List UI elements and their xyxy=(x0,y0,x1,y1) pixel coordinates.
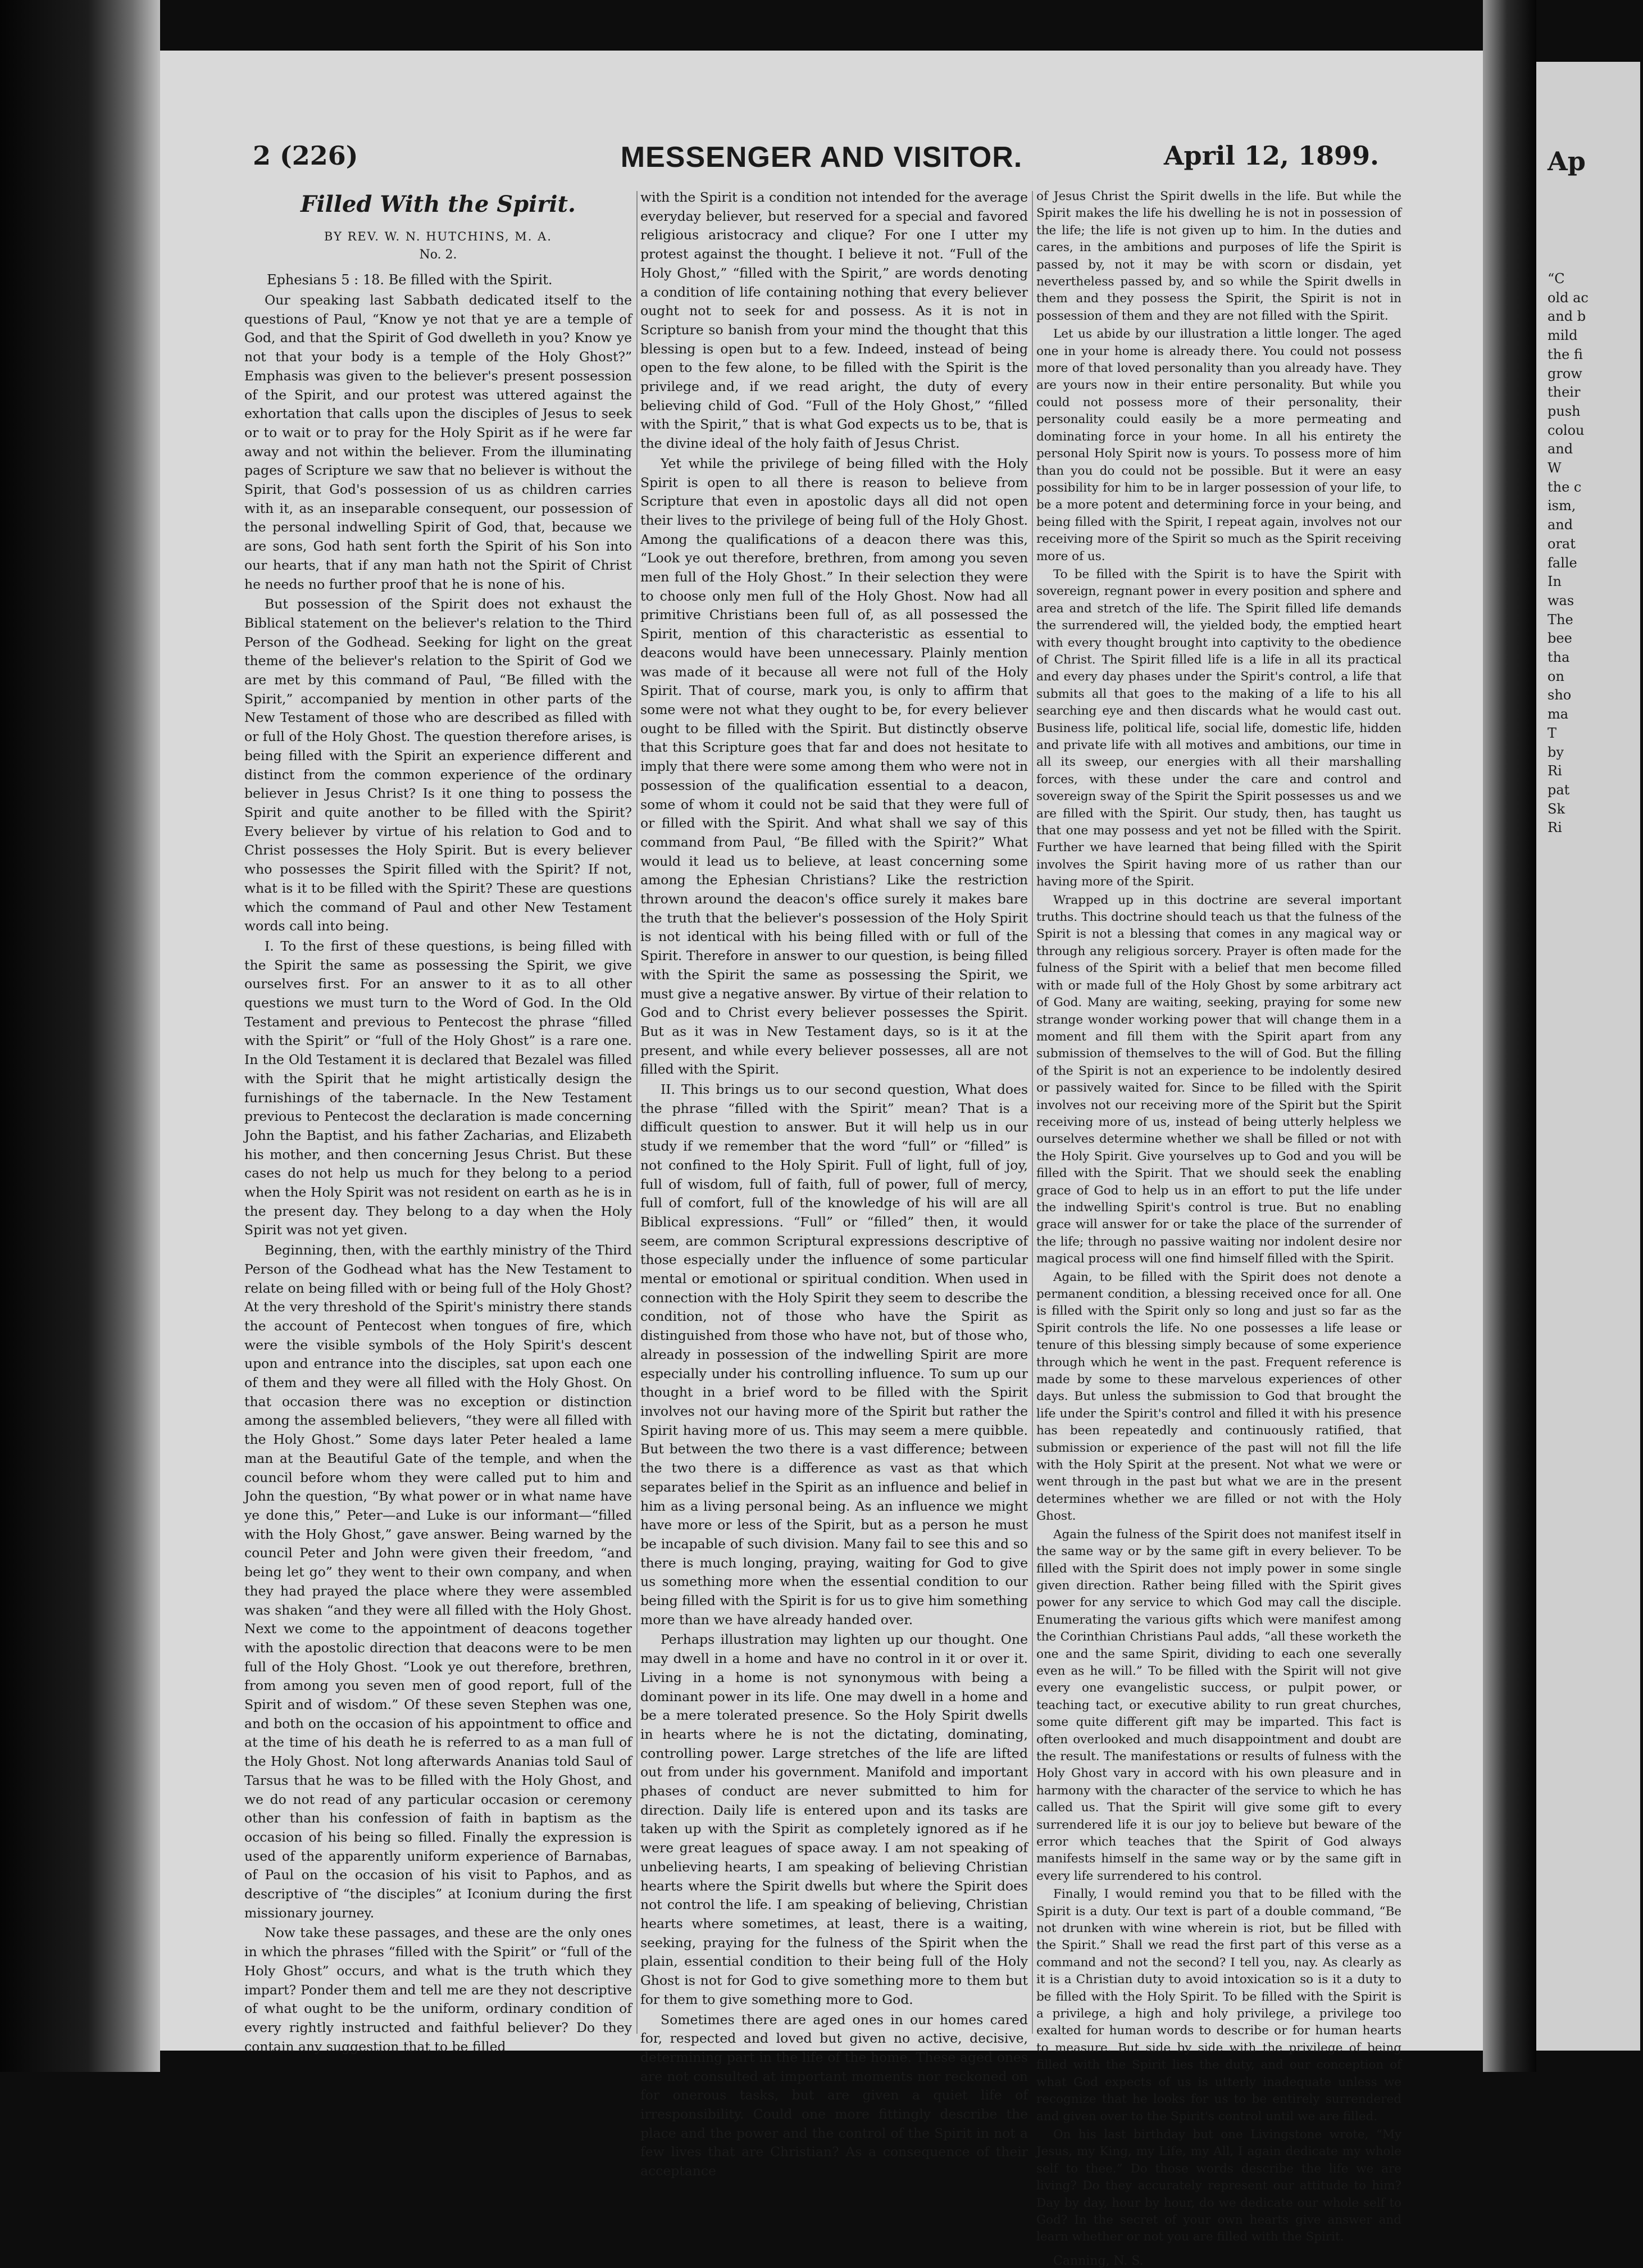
paragraph: II. This brings us to our second question, What does the phrase “filled with the Spirit” mean? That is a difficult question to answer. But it will help us in our study if we remember that the word “full” or “filled” is not confined to the Holy Spirit. Full of light, full of joy, full of wisdom, full of faith, full of power, full of mercy, full of comfort, full of the knowledge of his will are all Biblical expressions. “Full” or “filled” then, it would seem, are common Scriptural expressions descriptive of those especially under the influence of some particular mental or emotional or spiritual condition. When used in connection with the Holy Spirit they seem to describe the condition, not of those who have the Spirit as distinguished from those who have not, but of those who, already in possession of the indwelling Spirit are more especially under his controlling influence. To sum up our thought in a brief word to be filled with the Spirit involves not our having more of the Spirit but rather the Spirit having more of us. This may seem a mere quibble. But between the two there is a vast difference; between the two there is a difference as vast as that which separates belief in the Spirit as an influence and belief in him as a living personal being. As an influence we might have more or less of the Spirit, but as a person he must be incapable of such division. Many fail to see this and so there is much longing, praying, waiting for God to give us something more when the essential condition to our being filled with the Spirit is for us to give him something more than we have already handed over. xyxy=(640,1081,1028,1628)
adjacent-page-line: their xyxy=(1548,384,1581,401)
adjacent-page-line: Ri xyxy=(1548,763,1562,779)
left-page-margin-shadow xyxy=(0,0,160,2072)
paragraph: Let us abide by our illustration a little longer. The aged one in your home is already there. You could not possess more of that loved personality than you already have. They are yours now in their entire personality. But while you could not possess more of their personality, their personality could easily be a more permeating and dominating force in your home. In all his entirety the personal Holy Spirit now is yours. To possess more of him than you do could not be possible. But it were an easy possibility for him to be in larger possession of your life, to be a more potent and determining force in your being, and being filled with the Spirit, I repeat again, involves not our receiving more of the Spirit so much as the Spirit receiving more of us. xyxy=(1036,327,1401,563)
issue-date: April 12, 1899. xyxy=(1163,140,1379,171)
adjacent-page-line: and b xyxy=(1548,308,1586,325)
adjacent-page-line: pat xyxy=(1548,781,1570,798)
adjacent-page-line: by xyxy=(1548,744,1564,760)
adjacent-page-line: T xyxy=(1548,725,1557,741)
adjacent-page-line: old ac xyxy=(1548,289,1589,306)
adjacent-page-line: the fi xyxy=(1548,346,1583,362)
adjacent-page-line: Ri xyxy=(1548,820,1562,836)
adjacent-page-header: Ap xyxy=(1548,146,1586,176)
paragraph: To be filled with the Spirit is to have the Spirit with sovereign, regnant power in every position and sphere and area and stretch of the life. The Spirit filled life demands the surrendered will, the yielded body, the emptied heart with every thought brought into captivity to the obedience of Christ. The Spirit filled life is a life in all its practical and every day phases under the Spirit's control, a life that submits all that goes to the making of a life to his all searching eye and then discards what he would cast out. Business life, political life, social life, domestic life, hidden and private life with all motives and ambitions, our time in all its sweep, our energies with all their marshalling forces, with these under the care and control and sovereign sway of the Spirit the Spirit possesses us and we are filled with the Spirit. Our study, then, has taught us that one may possess and yet not be filled with the Spirit. Further we have learned that being filled with the Spirit involves the Spirit having more of us rather than our having more of the Spirit. xyxy=(1036,567,1401,889)
adjacent-page-line: the c xyxy=(1548,479,1582,495)
adjacent-page-line: In xyxy=(1548,574,1562,590)
paragraph: Wrapped up in this doctrine are several important truths. This doctrine should teach us that the fulness of the Spirit is not a blessing that comes in any magical way or through any religious sorcery. Prayer is often made for the fulness of the Spirit with a belief that men become filled with or made full of the Holy Ghost by some arbitrary act of God. Many are waiting, seeking, praying for some new strange wonder working power that will change them in a moment and fill them with the Spirit apart from any submission of themselves to the will of God. But the filling of the Spirit is not an experience to be indolently desired or passively waited for. Since to be filled with the Spirit involves not our receiving more of the Spirit but the Spirit receiving more of us, instead of being utterly helpless we ourselves determine whether we shall be filled or not with the Holy Spirit. Give yourselves up to God and you will be filled with the Spirit. That we should seek the enabling grace of God to help us in an effort to put the life under the indwelling Spirit's control is true. But no enabling grace will answer for or take the place of the surrender of the life; through no passive waiting nor indolent desire nor magical process will one find himself filled with the Spirit. xyxy=(1036,893,1401,1266)
paragraph: Our speaking last Sabbath dedicated itself to the questions of Paul, “Know ye not that ye are a temple of God, and that the Spirit of God dwelleth in you? Know ye not that your body is a temple of the Holy Ghost?” Emphasis was given to the believer's present possession of the Spirit, and our protest was uttered against the exhortation that calls upon the disciples of Jesus to seek or to wait or to pray for the Holy Spirit as if he were far away and not within the believer. From the illuminating pages of Scripture we saw that no believer is without the Spirit, that God's possession of us as children carries with it, as an inseparable consequent, our possession of the personal indwelling Spirit of God, that, because we are sons, God hath sent forth the Spirit of his Son into our hearts, that if any man hath not the Spirit of Christ he needs no further proof that he is none of his. xyxy=(244,292,632,592)
paragraph: Sometimes there are aged ones in our homes cared for, respected and loved but given no active, decisive, determining part in the life of the home. These aged ones are not consulted at important moments nor reckoned on for onerous tasks, but are given a quiet life of irresponsibility. Could one more fittingly describe the place and the power and the control of the Spirit in not a few lives that are Christian? As a consequence of their acceptance xyxy=(640,2011,1028,2179)
paragraph: Again the fulness of the Spirit does not manifest itself in the same way or by the same gift in every believer. To be filled with the Spirit does not imply power in some single given direction. Rather being filled with the Spirit gives power for any service to which God may call the disciple. Enumerating the various gifts which were manifest among the Corinthian Christians Paul adds, “all these worketh the one and the same Spirit, dividing to each one severally even as he will.” To be filled with the Spirit will not give every one evangelistic success, or pulpit power, or teaching tact, or executive ability to run great churches, some quite different gift may be imparted. This fact is often overlooked and much disappointment and doubt are the result. The manifestations or results of fulness with the Holy Ghost vary in accord with his own pleasure and in harmony with the character of the service to which he has called us. That the Spirit will give some gift to every surrendered life it is our joy to believe but beware of the error which teaches that the Spirit of God always manifests himself in the same way or by the same gift in every life surrendered to his control. xyxy=(1036,1527,1401,1883)
page-number: 2 (226) xyxy=(253,140,358,171)
article-byline: BY REV. W. N. HUTCHINS, M. A. xyxy=(324,230,552,243)
adjacent-page-line: and xyxy=(1548,441,1573,457)
paragraph: of Jesus Christ the Spirit dwells in the life. But while the Spirit makes the life his dwelling he is not in possession of the life; the life is not given up to him. In the duties and cares, in the ambitions and purposes of life the Spirit is passed by, not it may be with scorn or disdain, yet nevertheless passed by, and so while the Spirit dwells in them and they possess the Spirit, the Spirit is not in possession of them and they are not filled with the Spirit. xyxy=(1036,189,1401,323)
adjacent-page-line: falle xyxy=(1548,554,1577,571)
adjacent-page-text xyxy=(1548,270,1643,838)
scripture-reference: Ephesians 5 : 18. Be filled with the Spirit. xyxy=(267,272,553,288)
article-signoff: Canning, N. S. xyxy=(1053,2253,1144,2268)
article-number: No. 2. xyxy=(419,248,457,262)
adjacent-page-line: sho xyxy=(1548,687,1572,703)
paragraph: Finally, I would remind you that to be filled with the Spirit is a duty. Our text is part of a double command, “Be not drunken with wine wherein is riot, but be filled with the Spirit.” Shall we read the first part of this verse as a command and not the second? I tell you, nay. As clearly as it is a Christian duty to avoid intoxication so is it a duty to be filled with the Holy Spirit. To be filled with the Spirit is a privilege, a high and holy privilege, a privilege too exalted for human words to describe or for human hearts to measure. But side by side with the privilege of being filled with the Spirit lies the duty, and our conception of what God expects of us is utterly inadequate unless we recognize that he looks for us to be entirely surrendered and given over to the Spirit's control until we are filled. xyxy=(1036,1887,1401,2124)
page-header xyxy=(160,140,1483,185)
paragraph: Now take these passages, and these are the only ones in which the phrases “filled with the Spirit” or “full of the Holy Ghost” occurs, and what is the truth which they impart? Ponder them and tell me are they not descriptive of what ought to be the uniform, ordinary condition of every rightly instructed and faithful believer? Do they contain any suggestion that to be filled xyxy=(244,1925,632,2055)
paragraph: On his last birthday but one Livingstone wrote, “My Jesus, my King, my Life, my All, I again dedicate my whole self to thee.” Do those words describe the life we are living? Do they accurately represent our attitude to him? Day by day, hour by hour, do we dedicate our whole self to God? In the secret of your own hearts give answer and learn whether or not you are filled with the Spirit. xyxy=(1036,2127,1401,2244)
adjacent-page-line: orat xyxy=(1548,535,1576,552)
adjacent-page-line: ism, xyxy=(1548,498,1576,514)
column-rule xyxy=(1032,191,1033,2034)
adjacent-page-line: mild xyxy=(1548,328,1578,344)
column-rule xyxy=(636,191,638,2034)
column-1 xyxy=(244,191,632,2055)
newspaper-page xyxy=(160,51,1483,2268)
article-title: Filled With the Spirit. xyxy=(301,191,576,217)
adjacent-page-line: and xyxy=(1548,517,1573,533)
adjacent-page-line: on xyxy=(1548,668,1564,684)
adjacent-page-line: tha xyxy=(1548,649,1570,666)
paragraph: with the Spirit is a condition not intended for the average everyday believer, but reserved for a special and favored religious aristocracy and clique? For one I utter my protest against the thought. I believe it not. “Full of the Holy Ghost,” “filled with the Spirit,” are words denoting a condition of life containing nothing that every believer ought not to seek for and possess. As it is not in Scripture so banish from your mind the thought that this blessing is open but to a few. Indeed, instead of being open to the few alone, to be filled with the Spirit is the privilege and, if we read aright, the duty of every believing child of God. “Full of the Holy Ghost,” “filled with the Spirit,” that is what God expects us to be, that is the divine ideal of the holy faith of Jesus Christ. xyxy=(640,189,1028,452)
paragraph: Beginning, then, with the earthly ministry of the Third Person of the Godhead what has the New Testament to relate on being filled with or being full of the Holy Ghost? At the very threshold of the Spirit's ministry there stands the account of Pentecost when tongues of fire, which were the visible symbols of the Holy Spirit's descent upon and entrance into the disciples, sat upon each one of them and they were all filled with the Holy Ghost. On that occasion there was no exception or distinction among the assembled believers, “they were all filled with the Holy Ghost.” Some days later Peter healed a lame man at the Beautiful Gate of the temple, and when the council before whom they were called put to him and John the question, “By what power or in what name have ye done this,” Peter—and Luke is our informant—“filled with the Holy Ghost,” gave answer. Being warned by the council Peter and John were given their freedom, “and being let go” they went to their own company, and when they had prayed the place where they were assembled was shaken “and they were all filled with the Holy Ghost. Next we come to the appointment of deacons together with the apostolic direction that deacons were to be men full of the Holy Ghost. “Look ye out therefore, brethren, from among you seven men of good report, full of the Spirit and of wisdom.” Of these seven Stephen was one, and both on the occasion of his appointment to office and at the time of his death he is referred to as a man full of the Holy Ghost. Not long afterwards Ananias told Saul of Tarsus that he was to be filled with the Holy Ghost, and we do not read of any particular occasion or ceremony other than his confession of faith in baptism as the occasion of his being so filled. Finally the expression is used of the apparently uniform experience of Barnabas, of Paul on the occasion of his visit to Paphos, and as descriptive of “the disciples” at Iconium during the first missionary journey. xyxy=(244,1242,632,1921)
paragraph: Again, to be filled with the Spirit does not denote a permanent condition, a blessing received once for all. One is filled with the Spirit only so long and just so far as the Spirit controls the life. No one possesses a life lease or tenure of this blessing simply because of some experience through which he went in the past. Frequent reference is made by some to these marvelous experiences of other days. But unless the submission to God that brought the life under the Spirit's control and filled it with his presence has been repeatedly and continuously ratified, that submission or experience of the past will not fill the life with the Holy Spirit at the present. Not what we were or went through in the past but what we are in the present determines whether we are filled or not with the Holy Ghost. xyxy=(1036,1270,1401,1524)
adjacent-page-line: push xyxy=(1548,403,1581,419)
adjacent-page-line: was xyxy=(1548,592,1574,608)
adjacent-page-line: ma xyxy=(1548,706,1569,722)
column-3 xyxy=(1036,188,1401,2268)
book-spine-shadow xyxy=(1483,0,1536,2072)
adjacent-page-line: Sk xyxy=(1548,801,1565,817)
masthead: MESSENGER AND VISITOR. xyxy=(620,141,1023,174)
adjacent-page-line: grow xyxy=(1548,365,1582,381)
paragraph: But possession of the Spirit does not exhaust the Biblical statement on the believer's relation to the Third Person of the Godhead. Seeking for light on the great theme of the believer's relation to the Spirit of God we are met by this command of Paul, “Be filled with the Spirit,” accompanied by mention in other parts of the New Testament of those who are described as filled with or full of the Holy Ghost. The question therefore arises, is being filled with the Spirit an experience different and distinct from the common experience of the ordinary believer in Jesus Christ? Is it one thing to possess the Spirit and quite another to be filled with the Spirit? Every believer by virtue of his relation to God and to Christ possesses the Holy Spirit. But is every believer who possesses the Spirit filled with the Spirit? If not, what is it to be filled with the Spirit? These are questions which the command of Paul and other New Testament words call into being. xyxy=(244,596,632,934)
adjacent-page-edge xyxy=(1536,62,1640,2051)
column-2 xyxy=(640,188,1028,2179)
paragraph: I. To the first of these questions, is being filled with the Spirit the same as possessing the Spirit, we give ourselves first. For an answer to it as to all other questions we must turn to the Word of God. In the Old Testament and previous to Pentecost the phrase “filled with the Spirit” or “full of the Holy Ghost” is a rare one. In the Old Testament it is declared that Bezalel was filled with the Spirit that he might artistically design the furnishings of the tabernacle. In the New Testament previous to Pentecost the declaration is made concerning John the Baptist, and his father Zacharias, and Elizabeth his mother, and then concerning Jesus Christ. But these cases do not help us much for they belong to a period when the Holy Spirit was not resident on earth as he is in the present day. They belong to a day when the Holy Spirit was not yet given. xyxy=(244,938,632,1238)
paragraph: Perhaps illustration may lighten up our thought. One may dwell in a home and have no control in it or over it. Living in a home is not synonymous with being a dominant power in its life. One may dwell in a home and be a mere tolerated presence. So the Holy Spirit dwells in hearts where he is not the dictating, dominating, controlling power. Large stretches of the life are lifted out from under his government. Manifold and important phases of conduct are never submitted to him for direction. Daily life is entered upon and its tasks are taken up with the Spirit as completely ignored as if he were great leagues of space away. I am not speaking of unbelieving hearts, I am speaking of believing Christian hearts where the Spirit dwells but where the Spirit does not control the life. I am speaking of believing, Christian hearts where sometimes, at least, there is a waiting, seeking, praying for the fulness of the Spirit when the plain, essential condition to their being full of the Holy Ghost is not for God to give something more to them but for them to give something more to God. xyxy=(640,1631,1028,2007)
adjacent-page-line: W xyxy=(1548,460,1562,476)
adjacent-page-line: “C xyxy=(1548,271,1565,287)
adjacent-page-line: The xyxy=(1548,611,1573,628)
paragraph: Yet while the privilege of being filled with the Holy Spirit is open to all there is reason to believe from Scripture that even in apostolic days all did not open their lives to the privilege of being full of the Holy Ghost. Among the qualifications of a deacon there was this, “Look ye out therefore, brethren, from among you seven men full of the Holy Ghost.” In their selection they were to choose only men full of the Holy Ghost. Now had all primitive Christians been full of, as all possessed the Spirit, mention of this characteristic as essential to deacons would have been unnecessary. Plainly mention was made of it because all were not full of the Holy Spirit. That of course, mark you, is only to affirm that some were not what they ought to be, for every believer ought to be filled with the Spirit. But distinctly observe that this Scripture goes that far and does not hesitate to imply that there were some among them who were not in possession of the qualification essential to a deacon, some of whom it could not be said that they were full of or filled with the Spirit. And what shall we say of this command from Paul, “Be filled with the Spirit?” What would it lead us to believe, at least concerning some among the Ephesian Christians? Like the restriction thrown around the deacon's office surely it makes bare the truth that the believer's possession of the Holy Spirit is not identical with his being filled with or full of the Spirit. Therefore in answer to our question, is being filled with the Spirit the same as possessing the Spirit, we must give a negative answer. By virtue of their relation to God and to Christ every believer possesses the Spirit. But as it was in New Testament days, so is it at the present, and while every believer possesses, all are not filled with the Spirit. xyxy=(640,455,1028,1078)
adjacent-page-line: bee xyxy=(1548,630,1572,647)
adjacent-page-line: colou xyxy=(1548,422,1585,438)
